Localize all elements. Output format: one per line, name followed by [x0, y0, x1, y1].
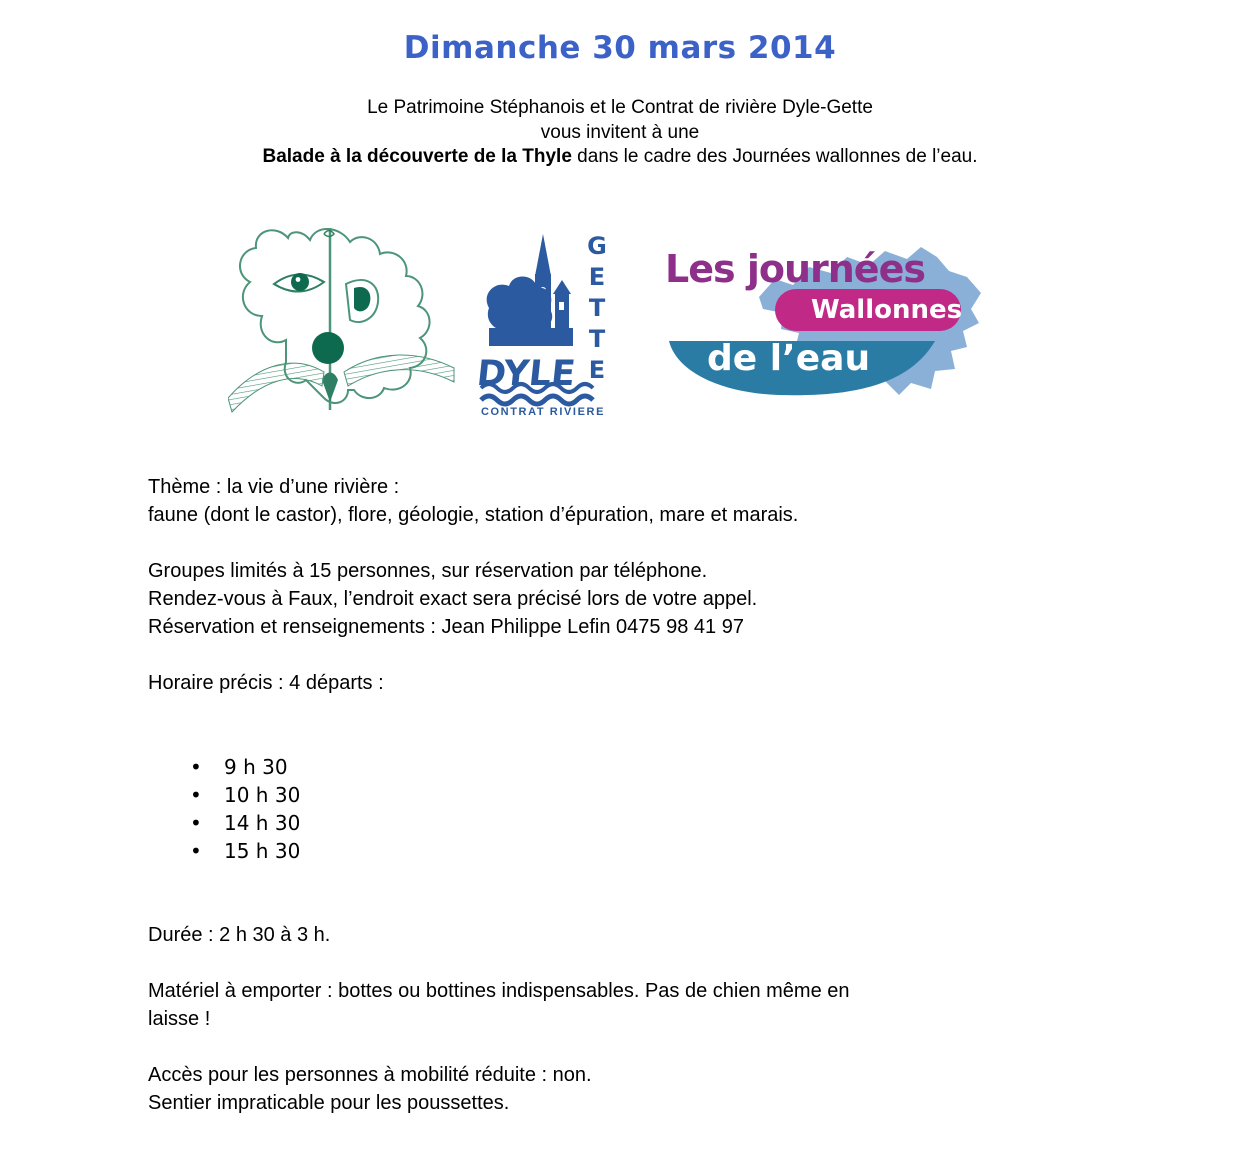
event-name: Balade à la découverte de la Thyle: [262, 146, 572, 167]
groups-line-1: Groupes limités à 15 personnes, sur réservation par téléphone.: [148, 560, 708, 582]
schedule-heading: Horaire précis : 4 départs :: [148, 672, 384, 694]
access-line-2: Sentier impraticable pour les poussettes.: [148, 1092, 510, 1114]
departure-time: 10 h 30: [224, 783, 301, 807]
groups-line-2: Rendez-vous à Faux, l’endroit exact sera précisé lors de votre appel.: [148, 588, 758, 610]
contrat-riviere-caption: CONTRAT RIVIERE: [480, 406, 606, 418]
dyle-text: DYLE: [474, 354, 578, 394]
duration-line: Durée : 2 h 30 à 3 h.: [148, 924, 331, 946]
gette-vertical-text: GETTE: [583, 232, 611, 387]
intro-line-event: [0, 145, 1240, 170]
material-line-1: Matériel à emporter : bottes ou bottines indispensables. Pas de chien même en: [148, 980, 850, 1002]
material-line-2: laisse !: [148, 1008, 211, 1030]
intro-line-invite: vous invitent à une: [540, 121, 700, 143]
intro-line-organizers: Le Patrimoine Stéphanois et le Contrat de rivière Dyle-Gette: [367, 97, 873, 118]
departure-item: [224, 837, 1148, 865]
journees-wallonnes-logo: [663, 237, 985, 400]
intro-block: [0, 96, 1240, 170]
contrat-riviere-dyle-gette-logo: [474, 230, 611, 418]
access-line-1: Accès pour les personnes à mobilité réduite : non.: [148, 1064, 592, 1086]
departure-time: 14 h 30: [224, 811, 301, 835]
les-journees-text: Les journées: [665, 247, 925, 291]
wallonnes-text: Wallonnes: [811, 295, 963, 325]
patrimoine-stephanois-logo: [228, 222, 455, 418]
departure-item: [224, 781, 1148, 809]
body-text: [148, 473, 1148, 1117]
event-context: dans le cadre des Journées wallonnes de l’eau.: [571, 146, 978, 167]
departure-list: [148, 753, 1148, 865]
theme-line-1: Thème : la vie d’une rivière :: [148, 476, 400, 498]
departure-item: [224, 753, 1148, 781]
groups-line-3: Réservation et renseignements : Jean Philippe Lefin 0475 98 41 97: [148, 616, 744, 638]
page-title: Dimanche 30 mars 2014: [403, 30, 837, 66]
theme-line-2: faune (dont le castor), flore, géologie, station d’épuration, mare et marais.: [148, 504, 799, 526]
departure-time: 9 h 30: [224, 755, 288, 779]
patrimoine-logo-icon: [228, 222, 455, 418]
de-leau-text: de l’eau: [707, 338, 871, 379]
departure-time: 15 h 30: [224, 839, 301, 863]
departure-item: [224, 809, 1148, 837]
